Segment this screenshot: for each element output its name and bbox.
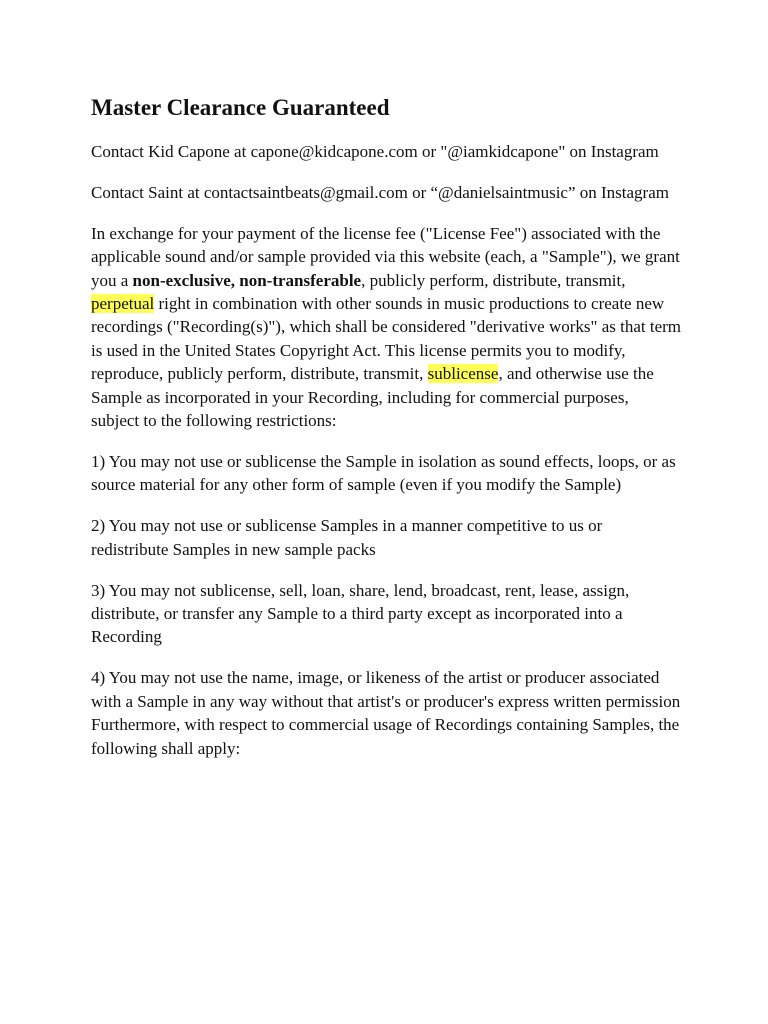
restriction-2: 2) You may not use or sublicense Samples in a manner competitive to us or redistribute Samples in new sample packs [91, 516, 603, 559]
license-paragraph [91, 222, 681, 433]
restriction-1: 1) You may not use or sublicense the Sample in isolation as sound effects, loops, or as source material for any other form of sample (even if you modify the Sample) [91, 451, 676, 495]
document-page [91, 93, 681, 777]
restriction-3: 3) You may not sublicense, sell, loan, share, lend, broadcast, rent, lease, assign, distribute, or transfer any Sample to a third party except as incorporated into a Recording [91, 580, 630, 647]
contact-saint: Contact Saint at contactsaintbeats@gmail.com or “@danielsaintmusic” on Instagram [91, 182, 669, 202]
highlight-perpetual: perpetual [91, 294, 155, 314]
license-text-3: right in combination with other sounds in music productions to create new recordings ("Recording(s)"), which shall be considered "derivative works" as that term is used in the United States Copyright Act. This license permits you to modify, reproduce, publicly perform, distribute, transmit, [91, 294, 681, 384]
license-text-1: In exchange for your payment of the license fee ("License Fee") associated with the applicable sound and/or sample provided via this website (each, a "Sample"), we grant you a [91, 223, 680, 290]
license-text-2: , publicly perform, distribute, transmit, [361, 270, 626, 290]
license-text-4: , and otherwise use the Sample as incorporated in your Recording, including for commercial purposes, subject to the following restrictions: [91, 364, 654, 431]
license-bold-terms: non-exclusive, non-transferable [132, 270, 362, 290]
document-title: Master Clearance Guaranteed [91, 95, 390, 120]
restriction-4: 4) You may not use the name, image, or likeness of the artist or producer associated with a Sample in any way without that artist's or producer's express written permission Furthermore, with respect to commercial usage of Recordings containing Samples, the following shall apply: [91, 668, 681, 758]
contact-kid-capone: Contact Kid Capone at capone@kidcapone.com or "@iamkidcapone" on Instagram [91, 142, 659, 161]
highlight-sublicense: sublicense [427, 364, 499, 384]
